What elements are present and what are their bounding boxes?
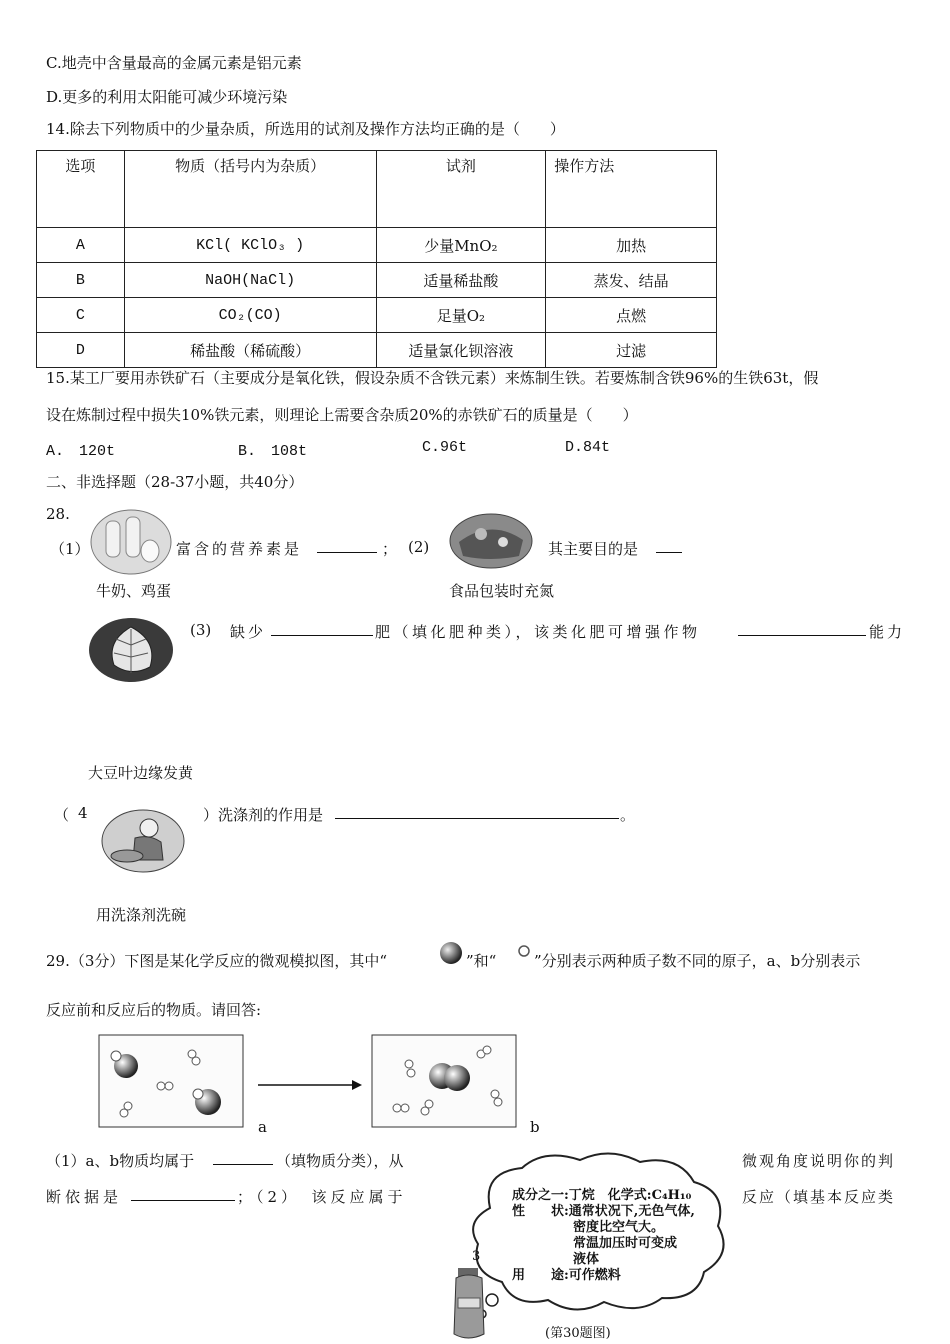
q28-part3-text-b: 肥（填化肥种类），该类化肥可增强作物: [375, 623, 701, 641]
caption-washing-dishes: 用洗涤剂洗碗: [96, 906, 187, 924]
q28-part4-number: 4: [78, 804, 88, 822]
cloud-line-1: 成分之一:丁烷 化学式:C₄H₁₀: [512, 1188, 692, 1203]
question-14-stem: 14.除去下列物质中的少量杂质，所选用的试剂及操作方法均正确的是（ ）: [46, 120, 565, 138]
q29-answer1-c: 微观角度说明你的判: [742, 1152, 896, 1170]
table-row: [37, 333, 717, 368]
cloud-line-2: 性 状:通常状况下,无色气体,: [512, 1204, 695, 1219]
section-heading: 二、非选择题（28-37小题，共40分）: [46, 473, 304, 491]
table-cell: C: [37, 298, 125, 333]
question-28-number: 28.: [46, 505, 70, 523]
q29-intro-c: ”分别表示两种质子数不同的原子，a、b分别表示: [534, 952, 861, 970]
table-header-cell: 物质（括号内为杂质）: [124, 151, 376, 228]
q28-part2-text: 其主要目的是: [548, 540, 639, 558]
caption-milk-egg: 牛奶、鸡蛋: [96, 582, 172, 600]
reaction-arrow: [256, 1079, 364, 1091]
label-b: b: [530, 1118, 540, 1136]
reaction-after-box: [371, 1034, 517, 1128]
caption-soybean-leaf: 大豆叶边缘发黄: [88, 764, 194, 782]
q28-part3-label: (3): [190, 621, 212, 639]
q29-answer2-b: ；（2） 该反应属于: [237, 1188, 407, 1206]
milk-egg-image: [90, 505, 172, 575]
table-row: [37, 298, 717, 333]
q28-part3-text-c: 能力: [869, 623, 906, 641]
small-atom-icon: [515, 943, 533, 959]
option-c-text: C.地壳中含量最高的金属元素是铝元素: [46, 54, 302, 72]
q29-answer2-c: 反应（填基本反应类: [742, 1188, 896, 1206]
q28-part3-text-a: 缺少: [230, 623, 267, 641]
table-cell: B: [37, 263, 125, 298]
question-14-table: [36, 150, 717, 368]
table-cell: A: [37, 228, 125, 263]
table-cell: D: [37, 333, 125, 368]
q28-part3-blank1[interactable]: [271, 621, 373, 636]
table-row: [37, 228, 717, 263]
table-cell: 适量稀盐酸: [376, 263, 546, 298]
large-atom-icon: [437, 940, 465, 966]
cloud-line-3: 密度比空气大。: [573, 1220, 665, 1235]
q28-part1-end: ；: [382, 540, 398, 558]
q29-intro-line2: 反应前和反应后的物质。请回答:: [46, 1001, 262, 1019]
soybean-leaf-image: [88, 617, 174, 683]
q28-part1-open: （1）: [50, 540, 90, 558]
table-cell: 足量O₂: [376, 298, 546, 333]
q28-part2-label: (2): [408, 538, 430, 556]
q28-part4-end: 。: [620, 806, 636, 824]
cloud-line-6: 用 途:可作燃料: [512, 1268, 621, 1283]
question-15-option-c: C.96t: [422, 439, 468, 456]
table-cell: 少量MnO₂: [376, 228, 546, 263]
cloud-line-4: 常温加压时可变成: [573, 1236, 678, 1251]
q28-part1-text: 富含的营养素是: [176, 540, 303, 558]
question-15-option-b: B. 108t: [238, 443, 308, 460]
q29-answer1-a: （1）a、b物质均属于: [46, 1152, 195, 1170]
question-15-option-a: A. 120t: [46, 443, 116, 460]
q29-intro-b: ”和“: [466, 952, 497, 970]
option-d-text: D.更多的利用太阳能可减少环境污染: [46, 88, 288, 106]
table-cell: KCl( KClO₃ ): [124, 228, 376, 263]
q29-answer1-b: （填物质分类），从: [276, 1152, 404, 1170]
q28-part2-blank[interactable]: [656, 538, 682, 553]
question-15-line1: 15.某工厂要用赤铁矿石（主要成分是氧化铁，假设杂质不含铁元素）来炼制生铁。若要炼制含铁96%的生铁63t，假: [46, 369, 819, 387]
table-header-cell: 选项: [37, 151, 125, 228]
table-header-cell: 操作方法: [546, 151, 717, 228]
washing-dishes-image: [101, 808, 185, 874]
cloud-line-5: 液体: [573, 1252, 600, 1267]
question-15-option-d: D.84t: [565, 439, 611, 456]
table-cell: NaOH(NaCl): [124, 263, 376, 298]
q29-answer1-blank[interactable]: [213, 1150, 273, 1165]
table-cell: 蒸发、结晶: [546, 263, 717, 298]
question-15-line2: 设在炼制过程中损失10%铁元素，则理论上需要含杂质20%的赤铁矿石的质量是（ ）: [46, 406, 638, 424]
table-cell: CO₂(CO): [124, 298, 376, 333]
q28-part4-text: ）洗涤剂的作用是: [203, 806, 324, 824]
caption-food-packaging: 食品包装时充氮: [449, 582, 555, 600]
q28-part4-open: （: [54, 806, 70, 824]
q29-answer2-a: 断依据是: [46, 1188, 123, 1206]
q28-part4-blank[interactable]: [335, 804, 619, 819]
table-cell: 稀盐酸（稀硫酸）: [124, 333, 376, 368]
table-header-row: [37, 151, 717, 228]
q28-part1-blank[interactable]: [317, 538, 377, 553]
table-cell: 点燃: [546, 298, 717, 333]
table-cell: 过滤: [546, 333, 717, 368]
figure-number-3: 3: [472, 1249, 481, 1264]
table-cell: 适量氯化钡溶液: [376, 333, 546, 368]
table-header-cell: 试剂: [376, 151, 546, 228]
reaction-before-box: [98, 1034, 244, 1128]
label-a: a: [258, 1118, 267, 1136]
table-row: [37, 263, 717, 298]
q29-answer2-blank[interactable]: [131, 1186, 235, 1201]
table-cell: 加热: [546, 228, 717, 263]
q28-part3-blank2[interactable]: [738, 621, 866, 636]
food-packaging-image: [449, 512, 533, 570]
q29-intro-a: 29.（3分）下图是某化学反应的微观模拟图，其中“: [46, 952, 388, 970]
figure-30-caption: (第30题图): [545, 1326, 611, 1341]
